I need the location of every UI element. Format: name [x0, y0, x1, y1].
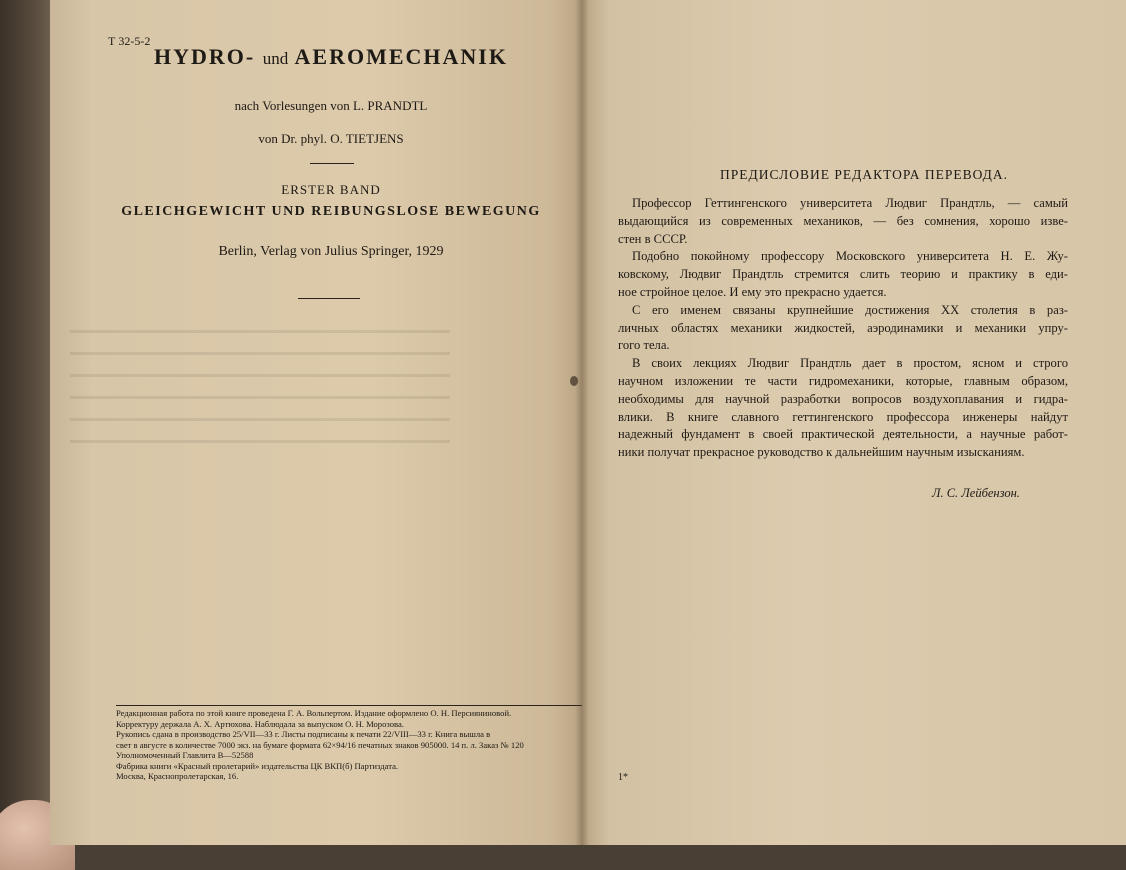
preface-line: выдающийся из современных механиков, — без сомнения, хорошо изве-: [618, 213, 1068, 228]
book-spine: [575, 0, 589, 845]
imprint-block: [116, 708, 524, 782]
left-page: [50, 0, 582, 845]
right-page: [582, 0, 1126, 845]
lecture-credit: nach Vorlesungen von L. PRANDTL: [234, 98, 428, 113]
preface-line: Подобно покойному профессору Московского университета Н. Е. Жу-: [632, 249, 1068, 264]
preface-line: С его именем связаны крупнейшие достижения XX столетия в раз-: [632, 302, 1068, 317]
signature: Л. С. Лейбензон.: [932, 486, 1020, 500]
preface-line: В своих лекциях Людвиг Прандтль дает в простом, ясном и строго: [632, 356, 1068, 371]
imprint-line: Москва, Краснопролетарская, 16.: [116, 771, 239, 781]
imprint-line: Корректуру держала А. Х. Артюхова. Наблюдала за выпуском О. Н. Морозова.: [116, 718, 404, 729]
volume-subtitle: GLEICHGEWICHT UND REIBUNGSLOSE BEWEGUNG: [121, 204, 541, 219]
preface-line: личных областях механики жидкостей, аэродинамики и механики упру-: [618, 320, 1068, 335]
catalog-code: Т 32-5-2: [108, 34, 151, 48]
imprint-line: Рукопись сдана в производство 25/VII—33 г. Листы подписаны к печати 22/VIII—33 г. Книга вышла в: [116, 729, 491, 739]
preface-heading: ПРЕДИСЛОВИЕ РЕДАКТОРА ПЕРЕВОДА.: [719, 167, 1008, 182]
imprint-rule: [116, 705, 586, 706]
imprint-line: свет в августе в количестве 7000 экз. на бумаге формата 62×94/16 печатных знаков 905000. 14 п. л. Заказ № 120: [116, 739, 524, 750]
title-part-b: AEROMECHANIK: [294, 44, 508, 69]
preface-line: Профессор Геттингенского университета Людвиг Прандтль, — самый: [632, 196, 1068, 210]
imprint-line: Уполномоченный Главлита В—52588: [116, 750, 254, 760]
preface-body: [618, 195, 1068, 462]
preface-line: необходимы для научной разработки вопросов воздухоплавания и гидра-: [618, 391, 1068, 406]
book-title: [106, 44, 556, 70]
ink-spot: [570, 376, 578, 386]
preface-line: ники получат прекрасное руководство к дальнейшим научным изысканиям.: [618, 445, 1025, 460]
show-through-text: [70, 330, 450, 450]
preface-line: ное стройное целое. И ему это прекрасно удается.: [618, 284, 887, 299]
volume-label: ERSTER BAND: [281, 182, 381, 197]
preface-line: влики. В книге славного геттингенского профессора инженеры найдут: [618, 409, 1068, 424]
imprint-line: Фабрика книги «Красный пролетарий» издательства ЦК ВКП(б) Партиздата.: [116, 760, 399, 771]
imprint-line: Редакционная работа по этой книге проведена Г. А. Вольпертом. Издание оформлено О. Н. Персияниновой.: [116, 708, 512, 718]
signature-mark: 1*: [618, 772, 628, 783]
preface-line: стен в СССР.: [618, 231, 688, 246]
preface-line: ковскому, Людвиг Прандтль стремится слить теорию и практику в еди-: [618, 267, 1068, 282]
title-part-a: HYDRO-: [154, 44, 256, 69]
preface-line: гого тела.: [618, 338, 670, 353]
author-credit: von Dr. phyl. O. TIETJENS: [258, 131, 404, 146]
preface-line: научном изложении те части гидромеханики, которые, главным образом,: [618, 373, 1068, 388]
title-und: und: [262, 49, 289, 68]
divider-rule: [310, 163, 354, 164]
preface-line: надежный фундамент в своей практической деятельности, а научные работ-: [618, 427, 1068, 442]
divider-rule: [298, 298, 360, 299]
publisher-line: Berlin, Verlag von Julius Springer, 1929: [218, 244, 444, 259]
